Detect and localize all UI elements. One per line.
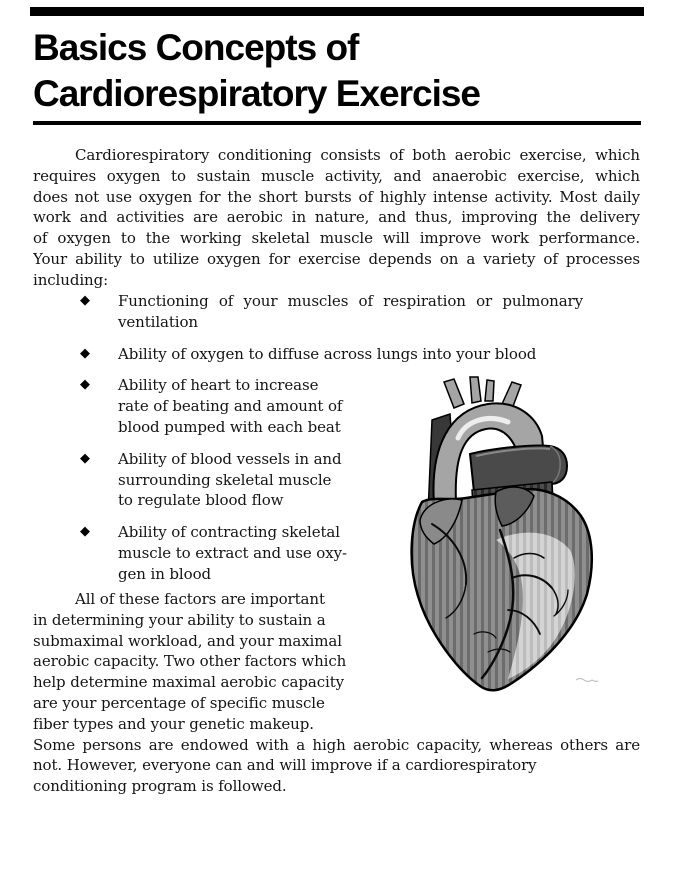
- text-line: conditioning program is followed.: [33, 777, 287, 796]
- text-line: Cardiorespiratory conditioning consists of both aerobic exercise, which: [75, 146, 640, 164]
- list-item: [80, 291, 605, 333]
- text-line: Ability of blood vessels in and: [118, 449, 342, 468]
- text-line: All of these factors are important: [75, 590, 325, 608]
- text-line: Ability of oxygen to diffuse across lungs into your blood: [118, 344, 537, 363]
- title-rule: [33, 121, 641, 125]
- text-line: requires oxygen to sustain muscle activity, and anaerobic exercise, which: [33, 166, 640, 185]
- closing-paragraph: [33, 589, 640, 797]
- text-line: fiber types and your genetic makeup.: [33, 714, 314, 733]
- text-line: Some persons are endowed with a high aerobic capacity, whereas others are: [33, 735, 640, 754]
- page-title: [33, 25, 653, 117]
- text-line: submaximal workload, and your maximal: [33, 631, 342, 650]
- text-line: does not use oxygen for the short bursts of highly intense activity. Most daily: [33, 187, 640, 206]
- diamond-bullet-icon: ◆: [80, 293, 90, 308]
- page-title-line2: Cardiorespiratory Exercise: [33, 73, 481, 114]
- text-line: are your percentage of specific muscle: [33, 693, 325, 712]
- text-line: aerobic capacity. Two other factors which: [33, 652, 347, 671]
- page-title-line1: Basics Concepts of: [33, 27, 359, 68]
- diamond-bullet-icon: ◆: [80, 450, 90, 466]
- text-line: muscle to extract and use oxy-: [118, 543, 347, 562]
- diamond-bullet-icon: ◆: [80, 345, 90, 361]
- text-line: of oxygen to the working skeletal muscle will improve work performance.: [33, 229, 640, 248]
- text-line: to regulate blood flow: [118, 491, 284, 510]
- list-item-text: [118, 344, 605, 365]
- text-line: in determining your ability to sustain a: [33, 610, 326, 629]
- text-line: work and activities are aerobic in nature, and thus, improving the delivery: [33, 208, 640, 227]
- text-line: surrounding skeletal muscle: [118, 470, 332, 489]
- top-rule: [30, 7, 644, 16]
- text-line: rate of beating and amount of: [118, 397, 343, 416]
- text-line: Your ability to utilize oxygen for exercise depends on a variety of processes: [33, 249, 640, 268]
- text-line: not. However, everyone can and will improve if a cardiorespiratory: [33, 756, 537, 775]
- intro-paragraph: [33, 145, 640, 291]
- text-line: ventilation: [118, 312, 198, 331]
- text-line: Functioning of your muscles of respiration or pulmonary: [118, 292, 583, 310]
- list-item-text: [118, 291, 605, 333]
- text-line: blood pumped with each beat: [118, 417, 341, 436]
- text-line: gen in blood: [118, 564, 211, 583]
- text-line: including:: [33, 270, 109, 289]
- text-line: Ability of contracting skeletal: [118, 523, 340, 542]
- diamond-bullet-icon: ◆: [80, 377, 90, 393]
- text-line: help determine maximal aerobic capacity: [33, 673, 345, 692]
- list-item: [80, 344, 605, 365]
- diamond-bullet-icon: ◆: [80, 524, 90, 540]
- text-line: Ability of heart to increase: [118, 376, 319, 395]
